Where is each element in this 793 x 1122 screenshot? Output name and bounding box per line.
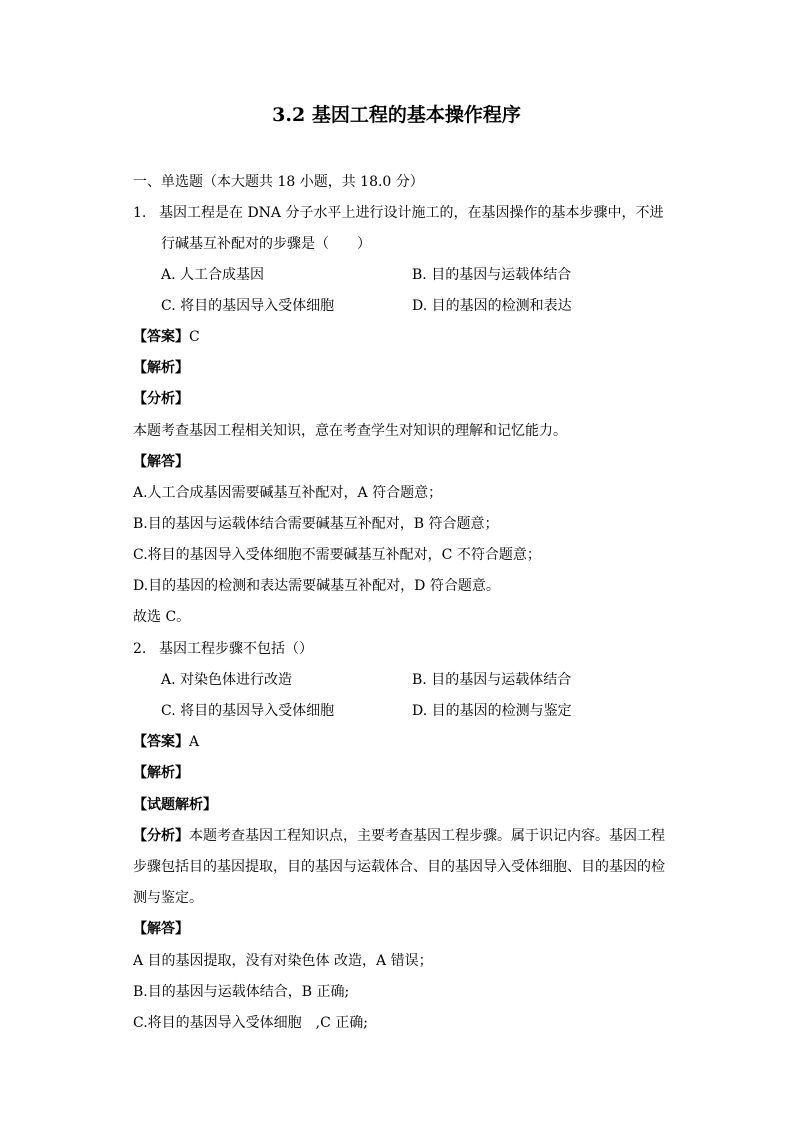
q2-jiexi-tag: 【解析】 xyxy=(133,765,189,781)
q1-option-b: B. 目的基因与运载体结合 xyxy=(412,267,572,283)
q1-conclusion: 故选 C。 xyxy=(133,609,191,625)
q1-stem-text1: 基因工程是在 DNA 分子水平上进行设计施工的，在基因操作的基本步骤中，不进 xyxy=(159,205,664,221)
q2-jieda-tag: 【解答】 xyxy=(133,921,189,937)
q1-jieda-d: D.目的基因的检测和表达需要碱基互补配对，D 符合题意。 xyxy=(133,578,500,594)
q2-jieda-c: C.将目的基因导入受体细胞 ,C 正确; xyxy=(133,1015,368,1031)
q1-jieda-c: C.将目的基因导入受体细胞不需要碱基互补配对，C 不符合题意； xyxy=(133,547,541,563)
q2-option-c: C. 将目的基因导入受体细胞 xyxy=(161,703,335,719)
q1-answer-value: C xyxy=(189,329,200,345)
q2-fenxi-line1 xyxy=(133,826,665,846)
q1-jiexi-tag: 【解析】 xyxy=(133,360,189,376)
q2-shiti-jiexi-tag: 【试题解析】 xyxy=(133,797,217,813)
q2-answer-tag: 【答案】 xyxy=(133,734,189,750)
q1-option-d: D. 目的基因的检测和表达 xyxy=(412,298,572,314)
q1-stem-line2: 行碱基互补配对的步骤是（ ） xyxy=(161,236,371,252)
q2-option-b: B. 目的基因与运载体结合 xyxy=(412,672,572,688)
page-title: 3.2 基因工程的基本操作程序 xyxy=(272,104,521,126)
q2-jieda-a: A 目的基因提取，没有对染色体 改造，A 错误； xyxy=(133,953,433,969)
q1-stem-line1 xyxy=(133,203,663,223)
q1-option-a: A. 人工合成基因 xyxy=(161,267,265,283)
section-header: 一、单选题（本大题共 18 小题，共 18.0 分） xyxy=(133,174,424,190)
q1-jieda-tag: 【解答】 xyxy=(133,454,189,470)
q1-jieda-b: B.目的基因与运载体结合需要碱基互补配对，B 符合题意； xyxy=(133,516,499,532)
q1-jieda-a: A.人工合成基因需要碱基互补配对，A 符合题意； xyxy=(133,485,443,501)
q2-stem-text: 基因工程步骤不包括（） xyxy=(159,641,313,657)
q2-option-a: A. 对染色体进行改造 xyxy=(161,672,293,688)
q2-fenxi-text1: 本题考查基因工程知识点，主要考查基因工程步骤。属于识记内容。基因工程 xyxy=(189,828,665,844)
q2-jieda-b: B.目的基因与运载体结合，B 正确; xyxy=(133,984,350,1000)
q2-fenxi-line3: 测与鉴定。 xyxy=(133,890,203,906)
q1-answer-tag: 【答案】 xyxy=(133,329,189,345)
q1-fenxi-tag: 【分析】 xyxy=(133,391,189,407)
q2-answer-value: A xyxy=(189,734,200,750)
q1-number: 1. xyxy=(133,205,147,221)
q2-answer-line xyxy=(133,732,199,752)
q2-fenxi-tag: 【分析】 xyxy=(133,828,189,844)
q2-fenxi-line2: 步骤包括目的基因提取，目的基因与运载体合、目的基因导入受体细胞、目的基因的检 xyxy=(133,859,665,875)
q2-stem-line xyxy=(133,639,313,659)
q1-answer-line xyxy=(133,327,200,347)
q1-option-c: C. 将目的基因导入受体细胞 xyxy=(161,298,335,314)
q1-fenxi-text: 本题考查基因工程相关知识，意在考查学生对知识的理解和记忆能力。 xyxy=(133,423,567,439)
q2-option-d: D. 目的基因的检测与鉴定 xyxy=(412,703,572,719)
q2-number: 2. xyxy=(133,641,147,657)
